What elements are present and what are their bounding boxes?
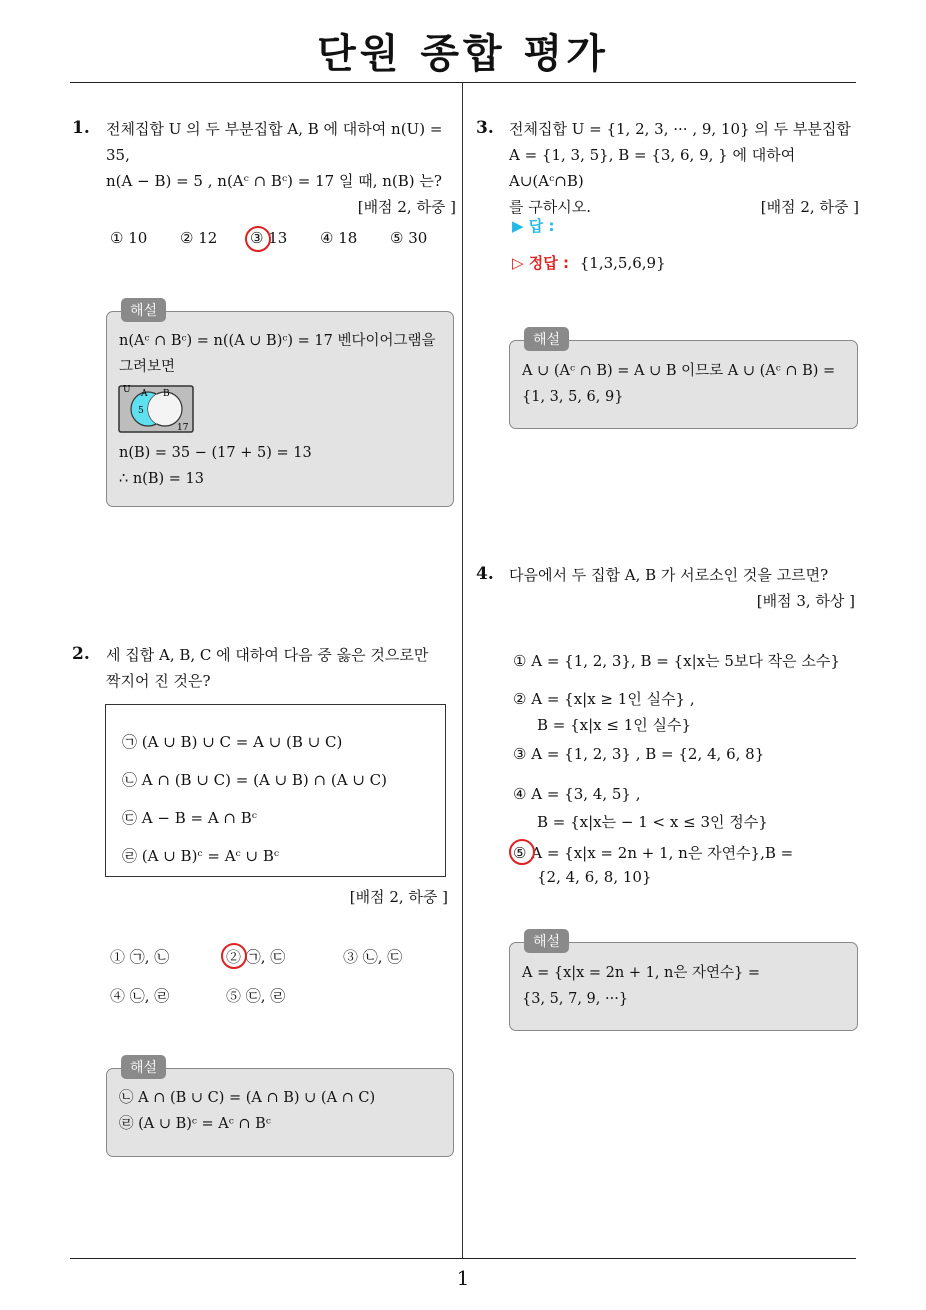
q2-choice-4[interactable]: ④ ㉡, ㉣ [110,987,170,1005]
q2-statement-box [105,704,446,877]
q3-solution [509,332,858,429]
q4-option-4[interactable]: ④ A = {3, 4, 5} , [513,785,641,803]
q3-solution-body [522,358,847,410]
q1-solution-tag: 해설 [121,298,166,322]
q1-sol-line3: n(B) = 35 − (17 + 5) = 13 [119,445,312,461]
q4-sol-line1: A = {x|x = 2n + 1, n은 자연수} = [522,965,761,981]
bottom-divider [70,1258,856,1259]
q1-solution [106,303,454,507]
q1-line1: 전체집합 U 의 두 부분집합 A, B 에 대하여 n(U) = 35, [106,120,443,164]
q4-option-2[interactable]: ② A = {x|x ≥ 1인 실수} , [513,690,695,708]
q1-sol-line4: ∴ n(B) = 13 [119,471,204,487]
q3-number: 3. [476,118,494,138]
q4-sol-line2: {3, 5, 7, 9, ···} [522,991,629,1007]
q3-solution-tag: 해설 [524,327,569,351]
q4-score: [배점 3, 하상 ] [756,592,855,610]
q4-solution-tag: 해설 [524,929,569,953]
q4-line1: 다음에서 두 집합 A, B 가 서로소인 것을 고르면? [509,566,829,584]
q2-item-b: ㉡ A ∩ (B ∪ C) = (A ∪ B) ∩ (A ∪ C) [122,771,388,789]
q1-choice-1[interactable]: ① 10 [110,229,148,247]
q1-choice-3[interactable]: ③ 13 [250,229,288,247]
column-divider [462,83,463,1258]
q2-choice-2[interactable]: ② ㉠, ㉢ [226,948,286,966]
venn-diagram-svg [117,382,197,440]
q2-line1: 세 집합 A, B, C 에 대하여 다음 중 옳은 것으로만 [106,646,429,664]
q3-score: [배점 2, 하중 ] [760,198,859,216]
q3-correct-value: {1,3,5,6,9} [579,254,666,272]
q3-stem [509,116,859,220]
q1-score: [배점 2, 하중 ] [357,198,456,216]
q3-line2: A = {1, 3, 5}, B = {3, 6, 9, } 에 대하여 A∪(Aᶜ∩B) [509,146,796,190]
q2-choice-3[interactable]: ③ ㉡, ㉢ [343,948,403,966]
q4-answer-mark [509,839,535,865]
q2-item-a: ㉠ (A ∪ B) ∪ C = A ∪ (B ∪ C) [122,733,343,751]
q4-option-1[interactable]: ① A = {1, 2, 3}, B = {x|x는 5보다 작은 소수} [513,652,840,670]
q2-solution-tag: 해설 [121,1055,166,1079]
q2-score-wrap [106,884,448,910]
q3-answer-label: ▶ 답 : [512,217,555,235]
venn-label-b: B [163,389,170,399]
page-title: 단원 종합 평가 [317,31,609,77]
q2-stem [106,642,456,694]
q1-choice-5[interactable]: ⑤ 30 [390,229,428,247]
q1-stem [106,116,456,220]
q2-item-c: ㉢ A − B = A ∩ Bᶜ [122,809,257,827]
q1-number: 1. [72,118,90,138]
venn-value-17: 17 [177,423,189,433]
top-divider [70,82,856,83]
q3-sol-line1: A ∪ (Aᶜ ∩ B) = A ∪ B 이므로 A ∪ (Aᶜ ∩ B) = [522,363,836,379]
venn-value-5: 5 [138,406,144,416]
q4-option-4-cont: B = {x|x는 − 1 < x ≤ 3인 정수} [537,813,768,831]
q3-line3-row [509,194,859,220]
q3-line3: 를 구하시오. [509,198,591,216]
q4-option-3[interactable]: ③ A = {1, 2, 3} , B = {2, 4, 6, 8} [513,745,765,763]
q4-option-2-cont: B = {x|x ≤ 1인 실수} [537,716,692,734]
q4-stem [509,562,855,614]
q2-answer-mark [221,943,247,969]
q4-option-5-cont: {2, 4, 6, 8, 10} [537,868,652,886]
q3-line1: 전체집합 U = {1, 2, 3, ··· , 9, 10} 의 두 부분집합 [509,120,851,138]
q4-solution-body [522,960,847,1012]
q1-sol-line2: 그려보면 [119,359,176,375]
q3-sol-line2: {1, 3, 5, 6, 9} [522,389,624,405]
page-number: 1 [456,1266,470,1290]
q4-solution [509,934,858,1031]
q2-line2: 짝지어 진 것은? [106,672,211,690]
q2-sol-line2: ㉣ (A ∪ B)ᶜ = Aᶜ ∩ Bᶜ [119,1116,271,1132]
q1-choice-4[interactable]: ④ 18 [320,229,358,247]
venn-label-u: U [123,385,131,395]
q2-solution-body [119,1085,443,1137]
q2-score: [배점 2, 하중 ] [349,888,448,906]
q1-choice-2[interactable]: ② 12 [180,229,218,247]
q1-answer-mark [245,226,271,252]
q4-option-5[interactable]: ⑤ A = {x|x = 2n + 1, n은 자연수},B = [513,844,794,862]
q1-solution-body [119,328,443,492]
q1-line2: n(A − B) = 5 , n(Aᶜ ∩ Bᶜ) = 17 일 때, n(B) 는? [106,172,442,190]
venn-label-a: A [141,389,148,399]
q4-number: 4. [476,564,494,584]
q2-item-d: ㉣ (A ∪ B)ᶜ = Aᶜ ∪ Bᶜ [122,847,280,865]
q2-number: 2. [72,644,90,664]
q2-choice-1[interactable]: ① ㉠, ㉡ [110,948,170,966]
q3-correct-row [512,250,666,276]
venn-diagram [119,380,443,440]
q2-solution [106,1060,454,1157]
q3-correct-label: ▷ 정답 : [512,254,569,272]
q1-sol-line1: n(Aᶜ ∩ Bᶜ) = n((A ∪ B)ᶜ) = 17 벤다이어그램을 [119,333,436,349]
q2-choice-5[interactable]: ⑤ ㉢, ㉣ [226,987,286,1005]
q2-sol-line1: ㉡ A ∩ (B ∪ C) = (A ∩ B) ∪ (A ∩ C) [119,1090,376,1106]
q3-answer-row [512,213,554,239]
